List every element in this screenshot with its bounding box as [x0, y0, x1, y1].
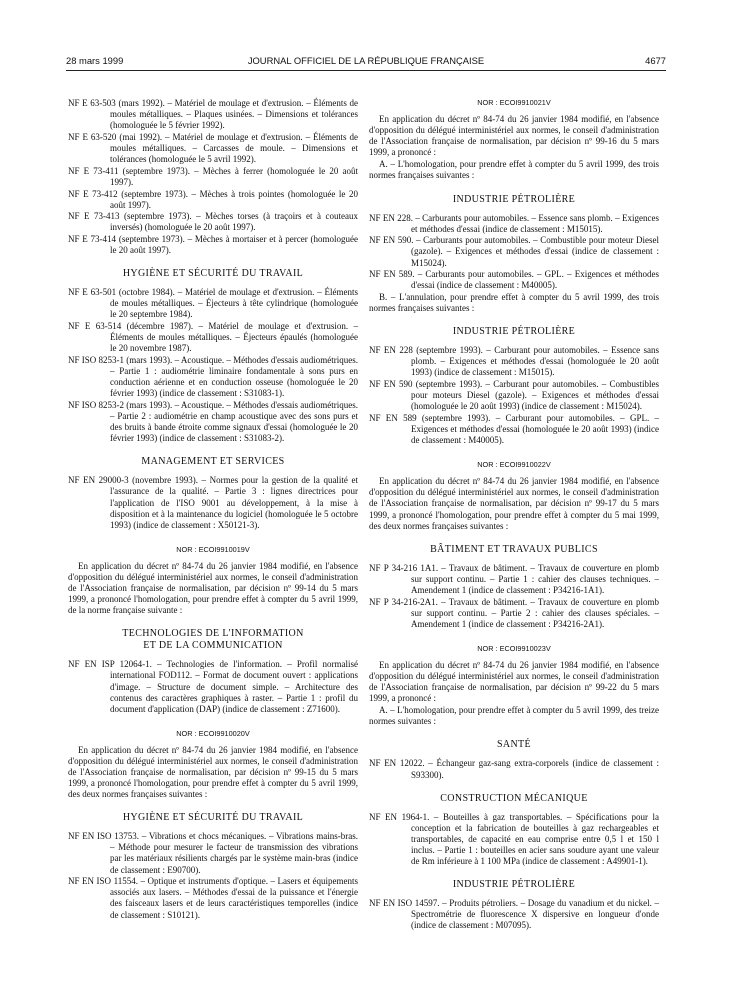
nor-reference: NOR : ECOI9910023V — [477, 643, 551, 653]
right-column — [369, 98, 659, 932]
standard-entry: NF EN ISO 11554. – Optique et instruments d'optique. – Lasers et équipements associés aux lasers. – Méthodes d'essai de la puissance et l'énergie des faisceaux lasers et de leurs caractéristiques temporelles (indice de classement : S10121). — [68, 876, 358, 920]
header-date: 28 mars 1999 — [66, 55, 124, 66]
section-heading: MANAGEMENT ET SERVICES — [141, 456, 285, 468]
standard-entry: NF E 63-501 (octobre 1984). – Matériel de moulage et d'extrusion. – Éléments de moules métalliques. – Éjecteurs à tête cylindrique (homologuée le 20 septembre 1984). — [68, 287, 358, 320]
standard-entry: NF ISO 8253-1 (mars 1993). – Acoustique. – Méthodes d'essais audiométriques. – Partie 1 : audiométrie liminaire fondamentale à sons purs en conduction aérienne et en conduction osseuse (homologuée le 20 février 1993) (indice de classement : S31083-1). — [68, 355, 358, 399]
decree-paragraph: En application du décret nº 84-74 du 26 janvier 1984 modifié, en l'absence d'opposition du délégué interministériel aux normes, le conseil d'administration de l'Association française de normalisation, par décision nº 99-16 du 5 mars 1999, a prononcé : — [369, 114, 659, 158]
standard-entry: NF EN 228 (septembre 1993). – Carburant pour automobiles. – Essence sans plomb. – Exigences et méthodes d'essai (homologuée le 20 août 1993) (indice de classement : M15015). — [369, 345, 659, 378]
standard-entry: NF E 63-514 (décembre 1987). – Matériel de moulage et d'extrusion. – Éléments de moules métalliques. – Éjecteurs épaulés (homologuée le 20 novembre 1987). — [68, 321, 358, 354]
standard-entry: NF E 73-412 (septembre 1973). – Mèches à trois pointes (homologuée le 20 août 1997). — [68, 188, 358, 210]
section-heading: BÂTIMENT ET TRAVAUX PUBLICS — [430, 543, 598, 555]
standard-entry: NF E 73-413 (septembre 1973). – Mèches torses (à traçoirs et à couteaux inversés) (homologuée le 20 août 1997). — [68, 211, 358, 233]
page-header — [66, 55, 666, 69]
standard-entry: NF E 63-503 (mars 1992). – Matériel de moulage et d'extrusion. – Éléments de moules métalliques. – Plaques usinées. – Dimensions et tolérances (homologuée le 5 février 1992). — [68, 98, 358, 131]
decree-paragraph: A. – L'homologation, pour prendre effet à compter du 5 avril 1999, des trois normes françaises suivantes : — [369, 159, 659, 181]
standard-entry: NF EN 228. – Carburants pour automobiles. – Essence sans plomb. – Exigences et méthodes d'essai (indice de classement : M15015). — [369, 212, 659, 234]
nor-reference: NOR : ECOI9910022V — [477, 460, 551, 470]
section-heading: INDUSTRIE PÉTROLIÈRE — [452, 326, 576, 338]
decree-paragraph: A. – L'homologation, pour prendre effet à compter du 5 avril 1999, des treize normes suivantes : — [369, 705, 659, 727]
left-column — [68, 98, 358, 921]
standard-entry: NF EN ISO 14597. – Produits pétroliers. – Dosage du vanadium et du nickel. – Spectrométrie de fluorescence X dispersive en longueur d'onde (indice de classement : M07095). — [369, 898, 659, 931]
standard-entry: NF EN ISO 13753. – Vibrations et chocs mécaniques. – Vibrations mains-bras. – Méthode pour mesurer le facteur de transmission des vibrations par les matériaux résilients chargés par le système main-bras (indice de classement : E90700). — [68, 831, 358, 875]
header-rule — [66, 70, 666, 71]
section-heading: CONSTRUCTION MÉCANIQUE — [440, 792, 588, 804]
standard-entry: NF EN 12022. – Échangeur gaz-sang extra-corporels (indice de classement : S93300). — [369, 758, 659, 780]
section-heading: SANTÉ — [497, 739, 531, 751]
nor-reference: NOR : ECOI9910021V — [477, 98, 551, 107]
standard-entry: NF E 73-411 (septembre 1973). – Mèches à ferrer (homologuée le 20 août 1997). — [68, 165, 358, 187]
standard-entry: NF E 63-520 (mai 1992). – Matériel de moulage et d'extrusion. – Éléments de moules métalliques. – Carcasses de moule. – Dimensions et tolérances (homologuée le 5 avril 1992). — [68, 131, 358, 165]
section-heading: HYGIÈNE ET SÉCURITÉ DU TRAVAIL — [122, 268, 304, 280]
standard-entry: NF EN 1964-1. – Bouteilles à gaz transportables. – Spécifications pour la conception et la fabrication de bouteilles à gaz rechargeables et transportables, de capacité en eau comprise entre 0,5 l et 150 l inclus. – Partie 1 : bouteilles en acier sans soudure ayant une valeur de Rm inférieure à 1 100 MPa (indice de classement : A49901-1). — [369, 811, 659, 866]
decree-paragraph: En application du décret nº 84-74 du 26 janvier 1984 modifié, en l'absence d'opposition du délégué interministériel aux normes, le conseil d'administration de l'Association française de normalisation, par décision nº 99-15 du 5 mars 1999, a prononcé l'homologation, pour prendre effet à compter du 5 avril 1999, des deux normes françaises suivantes : — [68, 744, 358, 800]
section-heading: INDUSTRIE PÉTROLIÈRE — [452, 879, 576, 891]
standard-entry: NF EN 29000-3 (novembre 1993). – Normes pour la gestion de la qualité et l'assurance de la qualité. – Partie 3 : lignes directrices pour l'application de l'ISO 9001 au développement, à la mise à disposition et à la maintenance du logiciel (homologuée le 5 octobre 1993) (indice de classement : X50121-3). — [68, 475, 358, 530]
decree-paragraph: En application du décret nº 84-74 du 26 janvier 1984 modifié, en l'absence d'opposition du délégué interministériel aux normes, le conseil d'administration de l'Association française de normalisation, par décision nº 99-22 du 5 mars 1999, a prononcé : — [369, 659, 659, 704]
nor-reference: NOR : ECOI9910019V — [176, 544, 250, 554]
decree-paragraph: En application du décret nº 84-74 du 26 janvier 1984 modifié, en l'absence d'opposition du délégué interministériel aux normes, le conseil d'administration de l'Association française de normalisation, par décision nº 99-14 du 5 mars 1999, a prononcé l'homologation, pour prendre effet à compter du 5 avril 1999, de la norme française suivante : — [68, 560, 358, 616]
header-page-number: 4677 — [645, 55, 666, 66]
decree-paragraph: B. – L'annulation, pour prendre effet à compter du 5 avril 1999, des trois normes françaises suivantes : — [369, 292, 659, 314]
section-heading: TECHNOLOGIES DE L'INFORMATION ET DE LA COMMUNICATION — [122, 628, 304, 652]
header-journal-title: JOURNAL OFFICIEL DE LA RÉPUBLIQUE FRANÇAISE — [247, 55, 485, 66]
standard-entry: NF EN 589. – Carburants pour automobiles. – GPL. – Exigences et méthodes d'essai (indice de classement : M40005). — [369, 269, 659, 291]
standard-entry: NF E 73-414 (septembre 1973). – Mèches à mortaiser et à percer (homologuée le 20 août 1997). — [68, 234, 358, 256]
standard-entry: NF EN 590 (septembre 1993). – Carburant pour automobiles. – Combustibles pour moteurs Diesel (gazole). – Exigences et méthodes d'essai (homologuée le 20 août 1993) (indice de classement : M15024). — [369, 379, 659, 412]
standard-entry: NF P 34-216-2A1. – Travaux de bâtiment. – Travaux de couverture en plomb sur support continu. – Partie 2 : cahier des clauses spéciales. – Amendement 1 (indice de classement : P34216-2A1). — [369, 596, 659, 629]
standard-entry: NF EN 590. – Carburants pour automobiles. – Combustible pour moteur Diesel (gazole). – Exigences et méthodes d'essai (indice de classement : M15024). — [369, 235, 659, 268]
section-heading: INDUSTRIE PÉTROLIÈRE — [452, 193, 576, 205]
section-heading: HYGIÈNE ET SÉCURITÉ DU TRAVAIL — [122, 812, 304, 824]
standard-entry: NF EN ISP 12064-1. – Technologies de l'information. – Profil normalisé international FOD112. – Format de document ouvert : applications d'image. – Structure de document simple. – Architecture des contenus des caractères graphiques à raster. – Partie 1 : profil du document d'application (DAP) (indice de classement : Z71600). — [68, 659, 358, 714]
standard-entry: NF EN 589 (septembre 1993). – Carburant pour automobiles. – GPL. – Exigences et méthodes d'essai (homologuée le 20 août 1993) (indice de classement : M40005). — [369, 412, 659, 446]
standard-entry: NF P 34-216 1A1. – Travaux de bâtiment. – Travaux de couverture en plomb sur support continu. – Partie 1 : cahier des clauses techniques. – Amendement 1 (indice de classement : P34216-1A1). — [369, 562, 659, 595]
decree-paragraph: En application du décret nº 84-74 du 26 janvier 1984 modifié, en l'absence d'opposition du délégué interministériel aux normes, le conseil d'administration de l'Association française de normalisation, par décision nº 99-17 du 5 mars 1999, a prononcé l'homologation, pour prendre effet à compter du 5 mai 1999, des deux normes françaises suivantes : — [369, 476, 659, 531]
standard-entry: NF ISO 8253-2 (mars 1993). – Acoustique. – Méthodes d'essais audiométriques. – Partie 2 : audiométrie en champ acoustique avec des sons purs et des bruits à bande étroite comme signaux d'essai (homologuée le 20 février 1993) (indice de classement : S31083-2). — [68, 400, 358, 444]
nor-reference: NOR : ECOI9910020V — [176, 728, 250, 738]
